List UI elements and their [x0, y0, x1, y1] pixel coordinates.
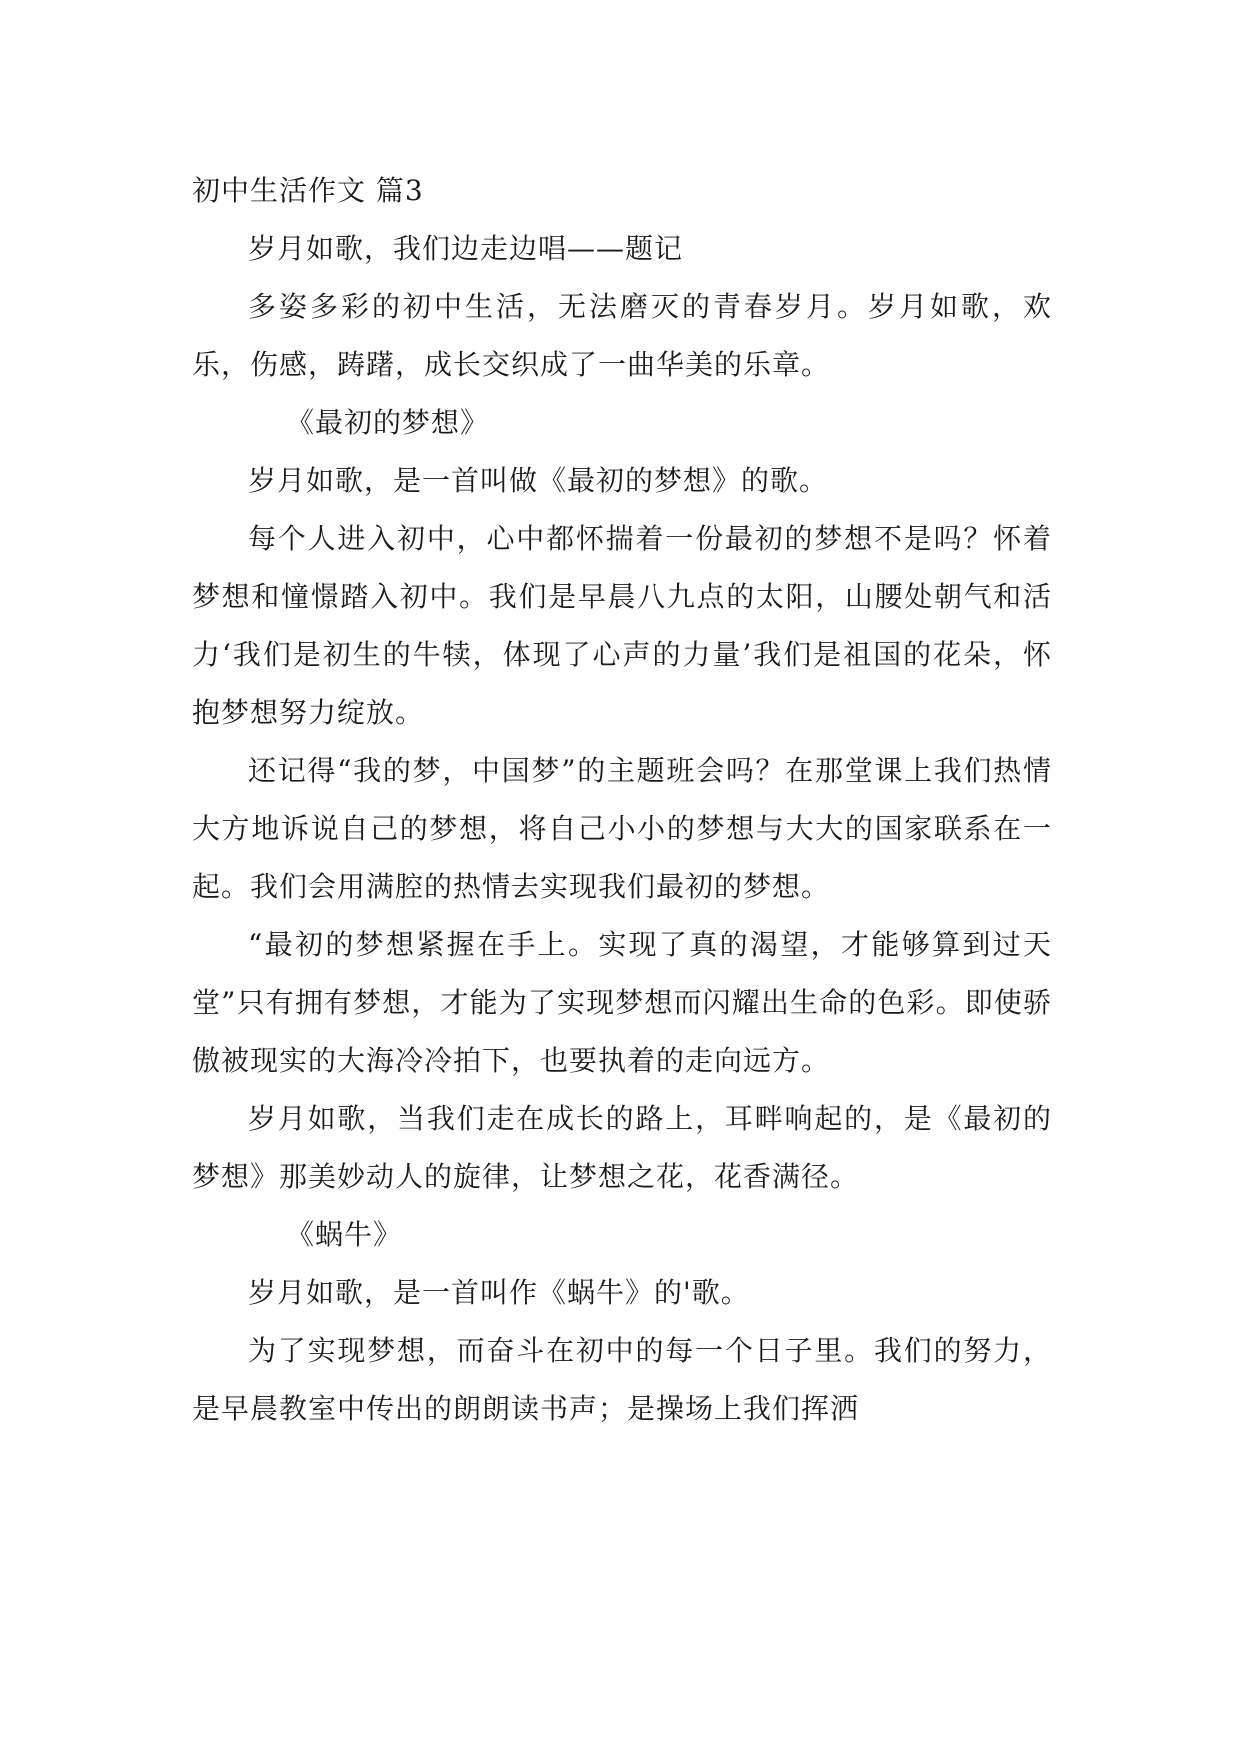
epigraph-paragraph: 岁月如歌，我们边走边唱——题记 — [248, 232, 684, 265]
body-paragraph: 每个人进入初中，心中都怀揣着一份最初的梦想不是吗？怀着梦想和憧憬踏入初中。我们是早晨八九点的太阳，山腰处朝气和活力‘我们是初生的牛犊，体现了心声的力量’我们是祖国的花朵，怀抱梦想努力绽放。 — [192, 522, 1052, 729]
body-paragraph: 岁月如歌，是一首叫做《最初的梦想》的歌。 — [248, 464, 829, 497]
body-paragraph: 为了实现梦想，而奋斗在初中的每一个日子里。我们的努力，是早晨教室中传出的朗朗读书声；是操场上我们挥洒 — [192, 1334, 1052, 1425]
body-paragraph: 岁月如歌，是一首叫作《蜗牛》的'歌。 — [248, 1276, 750, 1309]
body-paragraph: “最初的梦想紧握在手上。实现了真的渴望，才能够算到过天堂”只有拥有梦想，才能为了实现梦想而闪耀出生命的色彩。即使骄傲被现实的大海冷冷拍下，也要执着的走向远方。 — [192, 928, 1052, 1077]
document-title: 初中生活作文 篇3 — [192, 174, 424, 207]
section-heading: 《最初的梦想》 — [286, 406, 490, 439]
body-paragraph: 岁月如歌，当我们走在成长的路上，耳畔响起的，是《最初的梦想》那美妙动人的旋律，让梦想之花，花香满径。 — [192, 1102, 1052, 1193]
section-heading: 《蜗牛》 — [286, 1218, 403, 1251]
body-paragraph: 多姿多彩的初中生活，无法磨灭的青春岁月。岁月如歌，欢乐，伤感，踌躇，成长交织成了一曲华美的乐章。 — [192, 290, 1052, 381]
document-body — [192, 162, 1052, 1438]
body-paragraph: 还记得“我的梦，中国梦”的主题班会吗？在那堂课上我们热情大方地诉说自己的梦想，将自己小小的梦想与大大的国家联系在一起。我们会用满腔的热情去实现我们最初的梦想。 — [192, 754, 1052, 903]
